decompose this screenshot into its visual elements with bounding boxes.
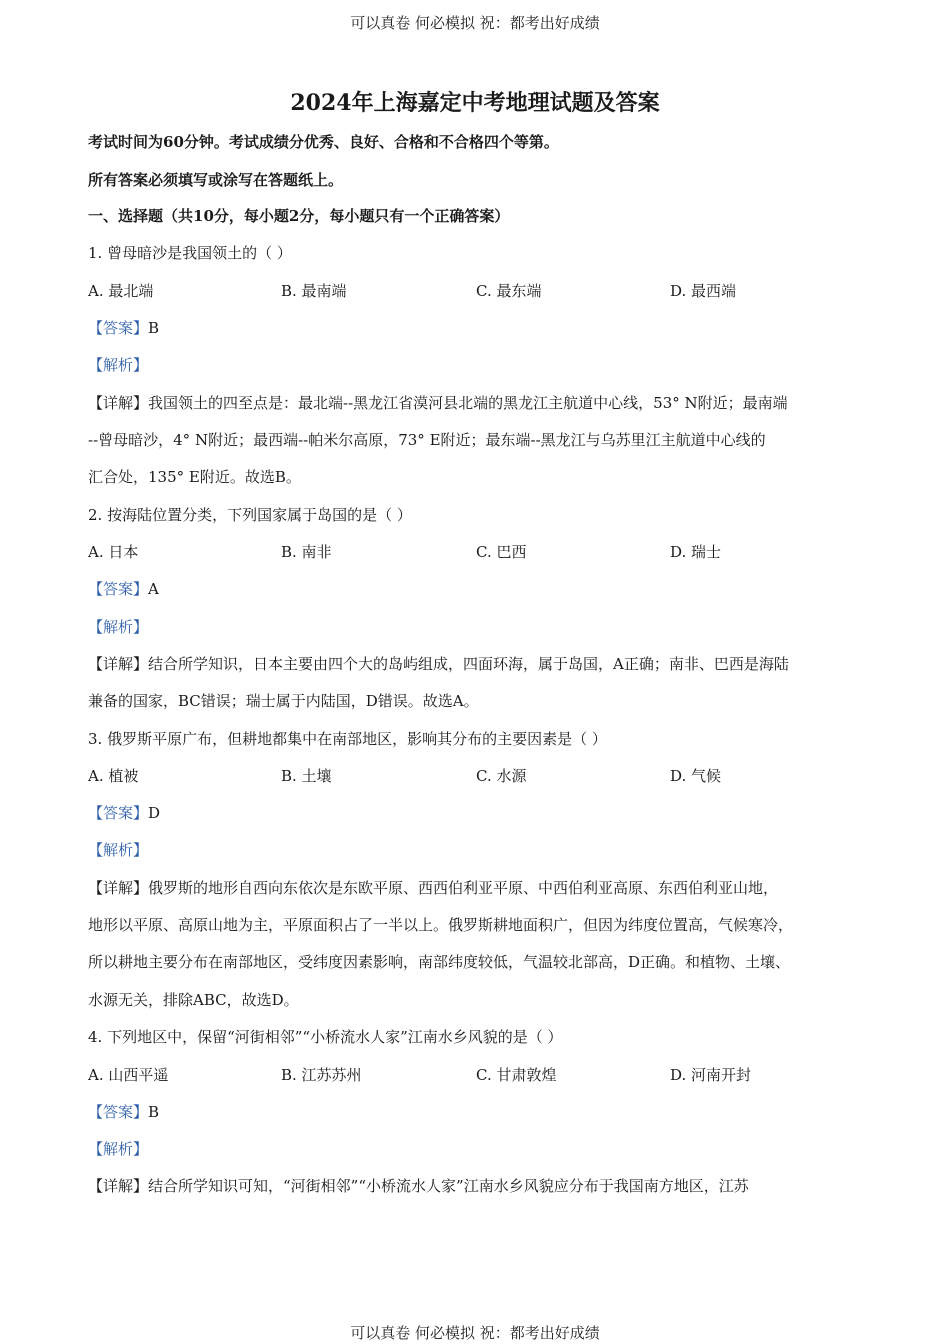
question-2-option-d: D. 瑞士 [670,543,722,561]
header-banner: 可以真卷 何必模拟 祝：都考出好成绩 [350,14,600,32]
question-4-option-c: C. 甘肃敦煌 [476,1066,557,1084]
question-3-option-d: D. 气候 [670,767,722,785]
question-1-option-a: A. 最北端 [88,282,154,300]
question-4-option-a: A. 山西平遥 [88,1066,169,1084]
answer-value: A [148,580,159,598]
exam-instruction: 所有答案必须填写或涂写在答题纸上。 [88,171,344,189]
question-3-option-c: C. 水源 [476,767,527,785]
question-4-option-b: B. 江苏苏州 [281,1066,362,1084]
answer-value: D [148,804,161,822]
question-2-stem: 2. 按海陆位置分类，下列国家属于岛国的是（ ） [88,506,412,524]
detail-label: 【详解】 [88,394,149,412]
question-2-option-c: C. 巴西 [476,543,527,561]
question-4-detail-line [88,1176,868,1196]
answer-label: 【答案】 [88,804,149,822]
detail-label: 【详解】 [88,1177,149,1195]
answer-label: 【答案】 [88,580,149,598]
question-3-detail-line: 地形以平原、高原山地为主，平原面积占了一半以上。俄罗斯耕地面积广，但因为纬度位置高，气候寒冷， [88,916,794,934]
question-4-stem: 4. 下列地区中，保留“河街相邻”“小桥流水人家”江南水乡风貌的是（ ） [88,1028,563,1046]
question-4-answer [88,1102,868,1122]
page-title: 2024年上海嘉定中考地理试题及答案 [290,90,660,116]
question-1-option-d: D. 最西端 [670,282,737,300]
question-2-option-a: A. 日本 [88,543,139,561]
detail-text: 俄罗斯的地形自西向东依次是东欧平原、西西伯利亚平原、中西伯利亚高原、东西伯利亚山地， [148,879,779,897]
question-1-option-b: B. 最南端 [281,282,347,300]
question-3-analysis-label: 【解析】 [88,841,149,859]
answer-label: 【答案】 [88,1103,149,1121]
footer-banner: 可以真卷 何必模拟 祝：都考出好成绩 [350,1324,600,1342]
question-2-detail-line: 兼备的国家，BC错误；瑞士属于内陆国，D错误。故选A。 [88,692,479,710]
question-3-detail-line: 水源无关，排除ABC，故选D。 [88,991,299,1009]
detail-text: 结合所学知识，日本主要由四个大的岛屿组成，四面环海，属于岛国，A正确；南非、巴西是海陆 [148,655,789,673]
question-3-option-b: B. 土壤 [281,767,332,785]
exam-info: 考试时间为60分钟。考试成绩分优秀、良好、合格和不合格四个等第。 [88,133,559,151]
detail-label: 【详解】 [88,879,149,897]
answer-value: B [148,1103,160,1121]
question-1-detail-line: 汇合处，135° E附近。故选B。 [88,468,301,486]
question-1-answer [88,318,868,338]
section-heading: 一、选择题（共10分，每小题2分，每小题只有一个正确答案） [88,207,510,225]
question-2-analysis-label: 【解析】 [88,618,149,636]
detail-text: 结合所学知识可知，“河街相邻”“小桥流水人家”江南水乡风貌应分布于我国南方地区，江苏 [148,1177,749,1195]
question-4-analysis-label: 【解析】 [88,1140,149,1158]
question-1-analysis-label: 【解析】 [88,356,149,374]
question-1-detail-line [88,393,868,413]
question-3-option-a: A. 植被 [88,767,139,785]
question-2-detail-line [88,654,868,674]
question-3-stem: 3. 俄罗斯平原广布，但耕地都集中在南部地区，影响其分布的主要因素是（ ） [88,730,607,748]
answer-label: 【答案】 [88,319,149,337]
question-1-stem: 1. 曾母暗沙是我国领土的（ ） [88,244,292,262]
detail-label: 【详解】 [88,655,149,673]
question-1-detail-line: --曾母暗沙，4° N附近；最西端--帕米尔高原，73° E附近；最东端--黑龙江与乌苏里江主航道中心线的 [88,431,766,449]
question-1-option-c: C. 最东端 [476,282,542,300]
question-3-detail-line: 所以耕地主要分布在南部地区，受纬度因素影响，南部纬度较低，气温较北部高，D正确。和植物、土壤、 [88,953,791,971]
question-3-answer [88,803,868,823]
answer-value: B [148,319,160,337]
question-2-answer [88,579,868,599]
question-4-option-d: D. 河南开封 [670,1066,752,1084]
question-3-detail-line [88,878,868,898]
detail-text: 我国领土的四至点是：最北端--黑龙江省漠河县北端的黑龙江主航道中心线，53° N附近；最南端 [148,394,788,412]
question-2-option-b: B. 南非 [281,543,332,561]
